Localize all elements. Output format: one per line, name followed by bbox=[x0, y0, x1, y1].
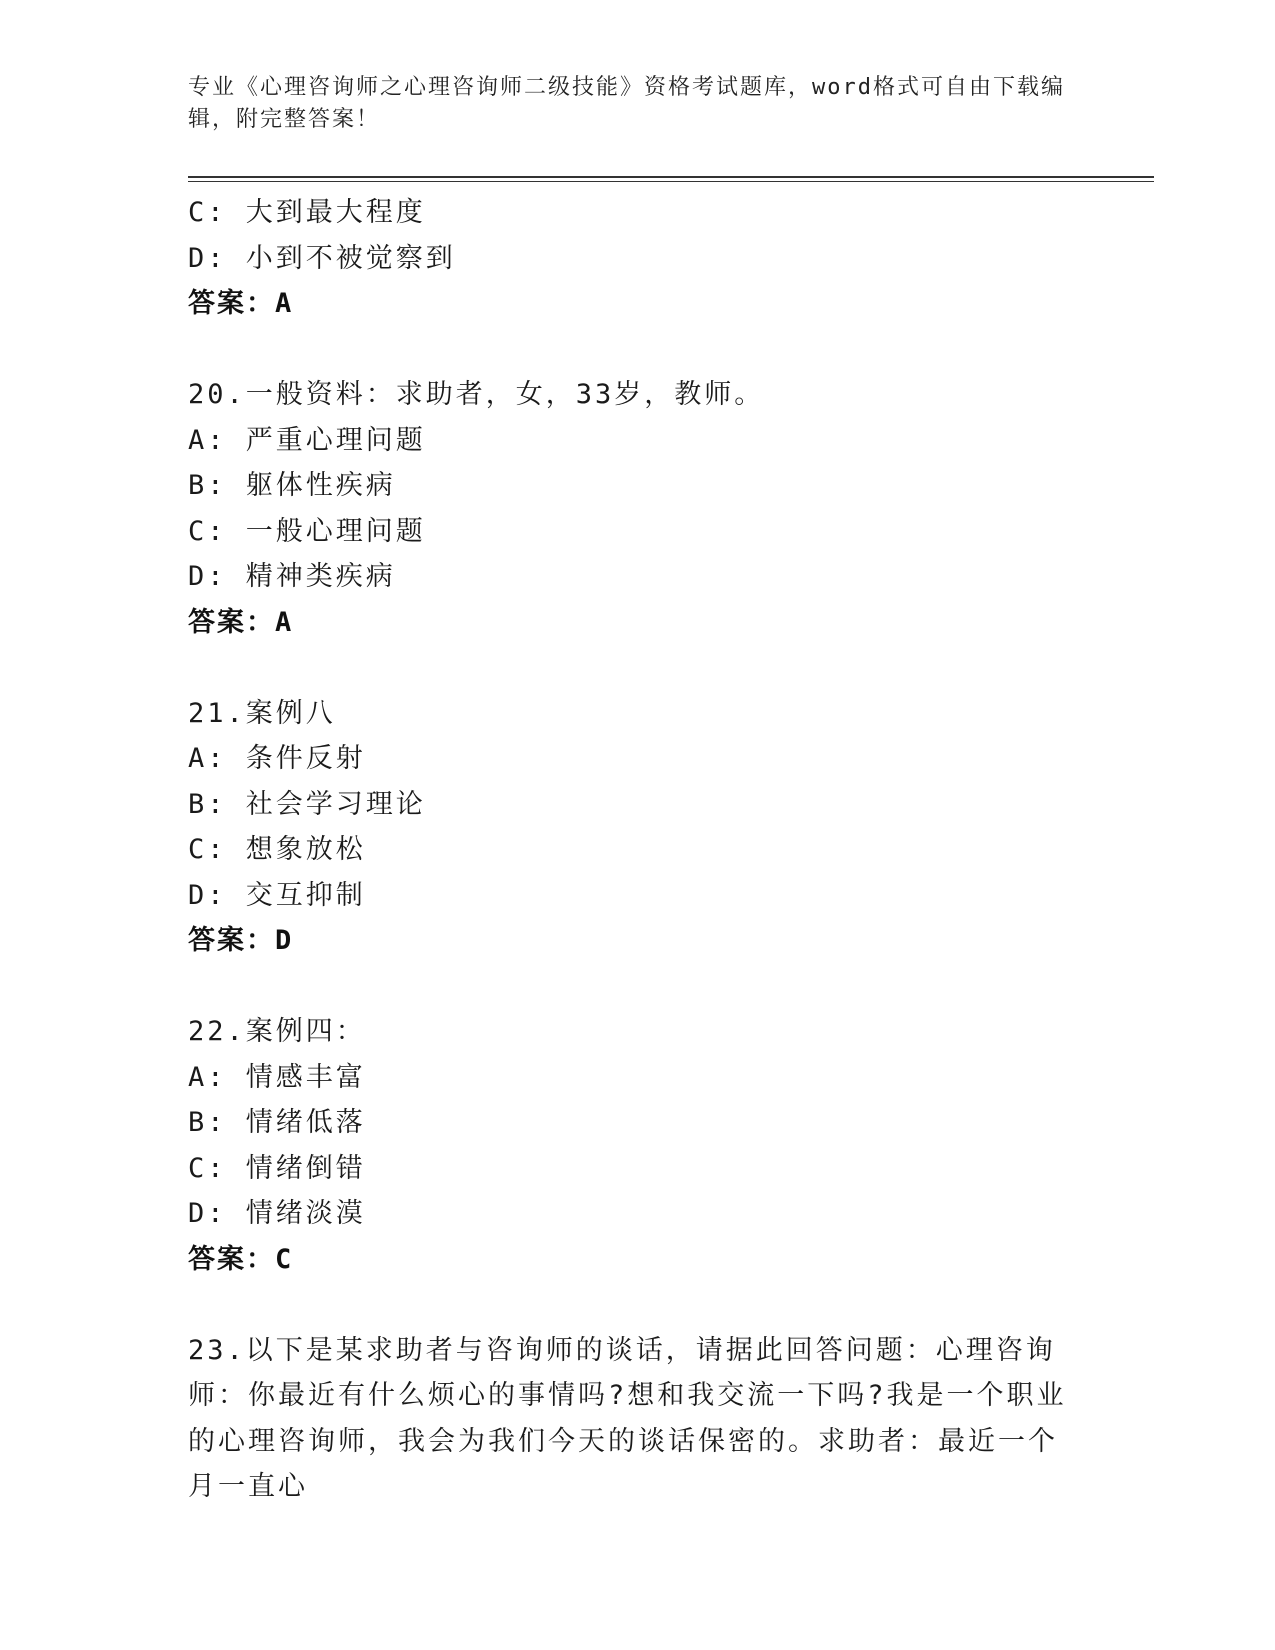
option-line bbox=[188, 554, 1068, 600]
question-text: 案例四： bbox=[245, 1016, 366, 1047]
answer-value: A bbox=[275, 606, 294, 638]
header-title: 专业《心理咨询师之心理咨询师二级技能》资格考试题库，word格式可自由下载编辑，附完整答案！ bbox=[188, 75, 1065, 132]
answer-line bbox=[188, 281, 1068, 327]
option-key: B: bbox=[188, 1107, 227, 1138]
option-key: C: bbox=[188, 515, 227, 547]
option-text: 条件反射 bbox=[245, 743, 366, 774]
option-key: C: bbox=[188, 197, 227, 228]
option-line bbox=[188, 1146, 1068, 1192]
spacer bbox=[188, 327, 1068, 373]
option-text: 想象放松 bbox=[245, 834, 366, 865]
option-key: D: bbox=[188, 242, 227, 274]
option-key: D: bbox=[188, 879, 227, 911]
answer-value: D bbox=[275, 925, 294, 956]
option-key: D: bbox=[188, 1198, 227, 1229]
option-text: 小到不被觉察到 bbox=[245, 242, 456, 274]
question-number: 23. bbox=[188, 1334, 246, 1366]
question-text: 以下是某求助者与咨询师的谈话，请据此回答问题：心理咨询师：你最近有什么烦心的事情吗?想和我交流一下吗?我是一个职业的心理咨询师，我会为我们今天的谈话保密的。求助者：最近一个月一直心 bbox=[188, 1334, 1067, 1502]
option-key: A: bbox=[188, 743, 227, 774]
question-stem bbox=[188, 372, 1068, 418]
answer-line bbox=[188, 1237, 1068, 1283]
question-text: 案例八 bbox=[245, 697, 336, 729]
option-text: 大到最大程度 bbox=[245, 197, 426, 228]
answer-label: 答案： bbox=[188, 288, 275, 319]
question-stem bbox=[188, 1009, 1068, 1055]
option-line bbox=[188, 1191, 1068, 1237]
option-text: 交互抑制 bbox=[245, 879, 366, 911]
spacer bbox=[188, 964, 1068, 1010]
option-line bbox=[188, 1100, 1068, 1146]
option-line bbox=[188, 418, 1068, 464]
answer-label: 答案： bbox=[188, 1243, 275, 1275]
option-text: 躯体性疾病 bbox=[245, 470, 396, 501]
option-text: 情绪低落 bbox=[245, 1107, 366, 1138]
option-text: 情感丰富 bbox=[245, 1061, 366, 1093]
document-header bbox=[188, 72, 1088, 136]
header-divider-thin bbox=[188, 181, 1154, 182]
answer-value: A bbox=[275, 288, 294, 319]
option-line bbox=[188, 827, 1068, 873]
answer-line bbox=[188, 918, 1068, 964]
option-line bbox=[188, 236, 1068, 282]
spacer bbox=[188, 645, 1068, 691]
answer-line bbox=[188, 600, 1068, 646]
option-line bbox=[188, 1055, 1068, 1101]
option-key: A: bbox=[188, 1061, 227, 1093]
question-stem bbox=[188, 691, 1068, 737]
question-number: 22. bbox=[188, 1016, 246, 1047]
option-text: 情绪倒错 bbox=[245, 1152, 366, 1184]
option-line bbox=[188, 190, 1068, 236]
option-text: 一般心理问题 bbox=[245, 515, 426, 547]
option-key: B: bbox=[188, 470, 227, 501]
option-line bbox=[188, 463, 1068, 509]
option-text: 精神类疾病 bbox=[245, 561, 396, 592]
question-list bbox=[188, 190, 1068, 1510]
spacer bbox=[188, 1282, 1068, 1328]
option-text: 情绪淡漠 bbox=[245, 1198, 366, 1229]
header-divider-thick bbox=[188, 176, 1154, 178]
question-number: 21. bbox=[188, 697, 246, 729]
option-text: 社会学习理论 bbox=[245, 788, 426, 820]
option-key: D: bbox=[188, 561, 227, 592]
option-key: B: bbox=[188, 788, 227, 820]
option-line bbox=[188, 736, 1068, 782]
option-text: 严重心理问题 bbox=[245, 424, 426, 456]
question-number: 20. bbox=[188, 379, 246, 410]
option-key: C: bbox=[188, 1152, 227, 1184]
option-key: C: bbox=[188, 834, 227, 865]
question-text: 一般资料：求助者，女，33岁，教师。 bbox=[245, 379, 765, 410]
answer-label: 答案： bbox=[188, 925, 275, 956]
answer-label: 答案： bbox=[188, 606, 275, 638]
answer-value: C bbox=[275, 1243, 294, 1275]
option-line bbox=[188, 873, 1068, 919]
option-line bbox=[188, 782, 1068, 828]
option-key: A: bbox=[188, 424, 227, 456]
question-stem bbox=[188, 1328, 1068, 1510]
option-line bbox=[188, 509, 1068, 555]
